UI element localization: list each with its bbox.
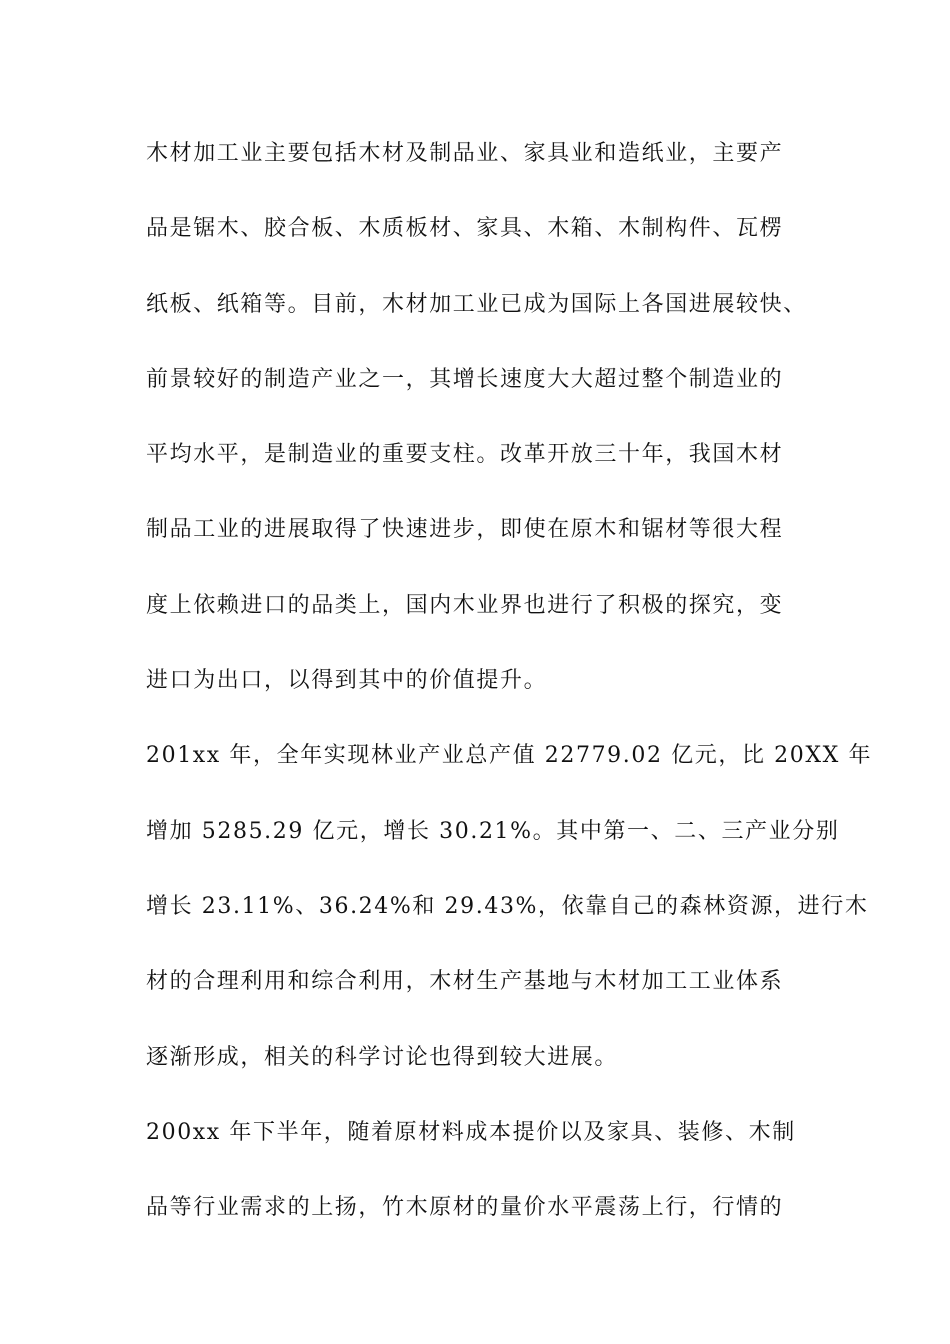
text-line: 木材加工业主要包括木材及制品业、家具业和造纸业，主要产 bbox=[146, 141, 784, 166]
text-line: 品等行业需求的上扬，竹木原材的量价水平震荡上行，行情的 bbox=[146, 1195, 784, 1221]
text-line: 纸板、纸箱等。目前，木材加工业已成为国际上各国进展较快、 bbox=[146, 291, 807, 317]
text-line: 前景较好的制造产业之一，其增长速度大大超过整个制造业的 bbox=[146, 366, 784, 392]
text-line: 201xx 年，全年实现林业产业总产值 22779.02 亿元，比 20XX 年 bbox=[146, 743, 873, 769]
text-line: 增加 5285.29 亿元，增长 30.21%。其中第一、二、三产业分别 bbox=[146, 818, 840, 844]
text-line: 逐渐形成，相关的科学讨论也得到较大进展。 bbox=[146, 1044, 619, 1070]
text-line: 材的合理利用和综合利用，木材生产基地与木材加工工业体系 bbox=[146, 969, 784, 995]
text-line: 平均水平，是制造业的重要支柱。改革开放三十年，我国木材 bbox=[146, 442, 784, 468]
text-line: 200xx 年下半年，随着原材料成本提价以及家具、装修、木制 bbox=[146, 1119, 796, 1145]
text-line: 增长 23.11%、36.24%和 29.43%，依靠自己的森林资源，进行木 bbox=[146, 893, 869, 919]
text-line: 制品工业的进展取得了快速进步，即使在原木和锯材等很大程 bbox=[146, 517, 784, 543]
paragraph-3 bbox=[146, 1109, 826, 1260]
text-line: 度上依赖进口的品类上，国内木业界也进行了积极的探究，变 bbox=[146, 592, 784, 618]
text-line: 品是锯木、胶合板、木质板材、家具、木箱、木制构件、瓦楞 bbox=[146, 216, 784, 242]
text-line: 进口为出口，以得到其中的价值提升。 bbox=[146, 668, 548, 694]
paragraph-2 bbox=[146, 732, 873, 1108]
document-body bbox=[146, 130, 873, 1259]
paragraph-1 bbox=[146, 130, 826, 732]
